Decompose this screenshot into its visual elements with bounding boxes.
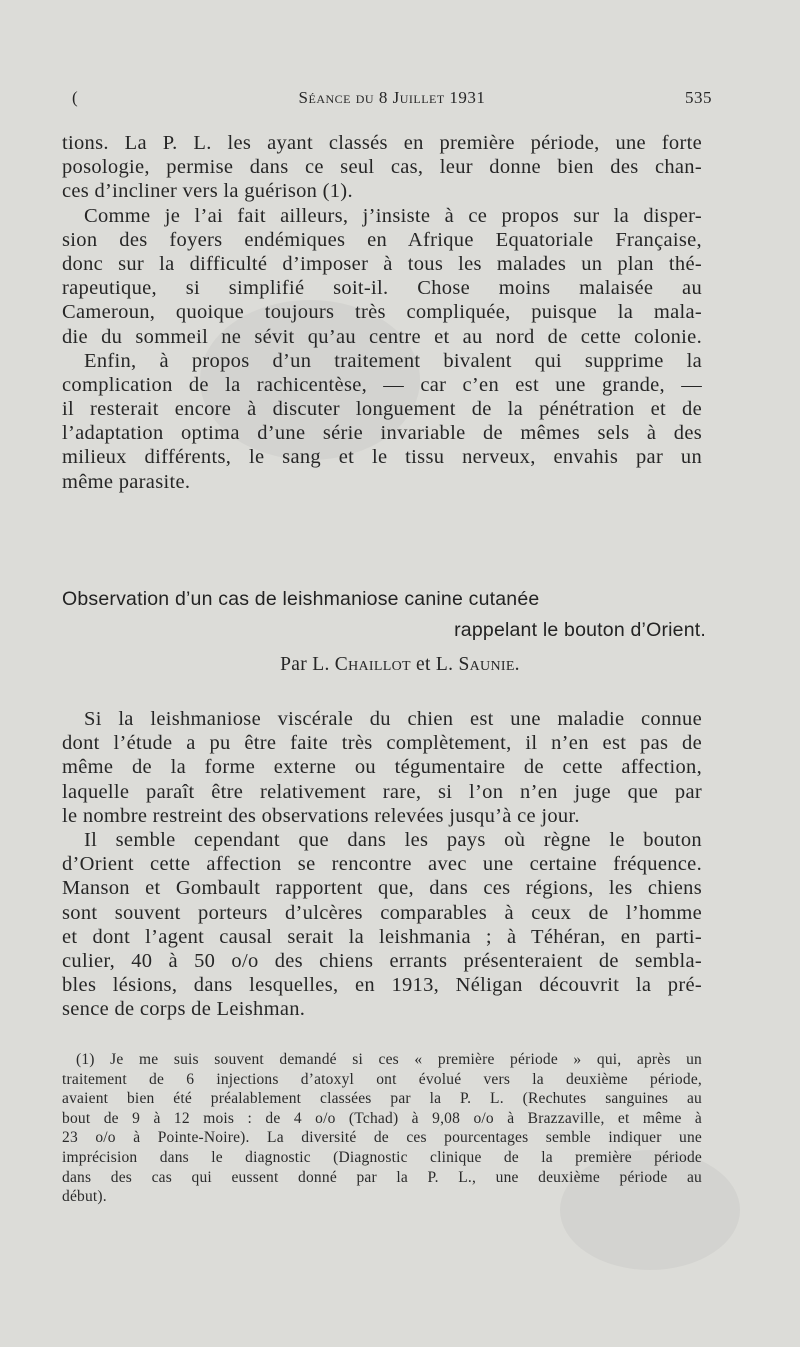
heading-line-2: rappelant le bouton d’Orient. bbox=[454, 619, 706, 641]
paragraph-block-bottom bbox=[62, 707, 702, 1021]
byline bbox=[0, 654, 800, 676]
margin-mark: ( bbox=[72, 88, 79, 107]
footnote-line: avaient bien été préalablement classées par la P. L. (Rechutes sanguines au bbox=[62, 1090, 702, 1108]
footnote-line: bout de 9 à 12 mois : de 4 o/o (Tchad) à 9,08 o/o à Brazzaville, et même à bbox=[62, 1109, 702, 1127]
text-line: le nombre restreint des observations relevées jusqu’à ce jour. bbox=[62, 804, 580, 827]
footnote-line: début). bbox=[62, 1188, 107, 1206]
text-line: ces d’incliner vers la guérison (1). bbox=[62, 180, 353, 203]
author-2: L. Saunie. bbox=[435, 654, 520, 675]
byline-par: Par bbox=[280, 654, 308, 675]
author-1: L. Chaillot bbox=[312, 654, 411, 675]
text-line: et dont l’agent causal serait la leishmania ; à Téhéran, en parti- bbox=[62, 925, 702, 948]
text-line: Il semble cependant que dans les pays où règne le bouton bbox=[84, 828, 702, 851]
text-line: Manson et Gombault rapportent que, dans ces régions, les chiens bbox=[62, 877, 702, 900]
text-line: rapeutique, si simplifié soit-il. Chose moins malaisée au bbox=[62, 277, 702, 300]
text-line: Cameroun, quoique toujours très compliquée, puisque la mala- bbox=[62, 301, 702, 324]
text-line: sont souvent porteurs d’ulcères comparables à ceux de l’homme bbox=[62, 901, 702, 924]
running-head bbox=[72, 88, 712, 112]
text-line: Si la leishmaniose viscérale du chien est une maladie connue bbox=[84, 708, 702, 730]
text-line: il resterait encore à discuter longuement de la pénétration et de bbox=[62, 398, 702, 421]
text-line: donc sur la difficulté d’imposer à tous les malades un plan thé- bbox=[62, 252, 702, 275]
page-number: 535 bbox=[685, 88, 712, 107]
article-heading bbox=[62, 584, 706, 646]
text-line: d’Orient cette affection se rencontre avec une certaine fréquence. bbox=[62, 853, 702, 876]
footnote bbox=[62, 1050, 702, 1207]
footnote-line: (1) Je me suis souvent demandé si ces « première période » qui, après un bbox=[76, 1051, 702, 1068]
text-line: bles lésions, dans lesquelles, en 1913, Néligan découvrit la pré- bbox=[62, 974, 702, 997]
running-head-title: Séance du 8 Juillet 1931 bbox=[298, 88, 486, 107]
text-line: culier, 40 à 50 o/o des chiens errants présenteraient de sembla- bbox=[62, 949, 702, 972]
byline-et: et bbox=[416, 654, 431, 675]
text-line: milieux différents, le sang et le tissu nerveux, envahis par un bbox=[62, 446, 702, 469]
text-line: Enfin, à propos d’un traitement bivalent qui supprime la bbox=[84, 349, 702, 372]
text-line: sence de corps de Leishman. bbox=[62, 998, 306, 1021]
text-line: sion des foyers endémiques en Afrique Equatoriale Française, bbox=[62, 228, 702, 251]
text-line: die du sommeil ne sévit qu’au centre et au nord de cette colonie. bbox=[62, 325, 702, 348]
text-line: l’adaptation optima d’une série invariable de mêmes sels à des bbox=[62, 422, 702, 445]
paragraph-block-top bbox=[62, 131, 702, 494]
footnote-line: dans des cas qui eussent donné par la P. L., une deuxième période au bbox=[62, 1168, 702, 1186]
text-line: laquelle paraît être relativement rare, si l’on n’en juge que par bbox=[62, 780, 702, 803]
footnote-line: imprécision dans le diagnostic (Diagnostic clinique de la première période bbox=[62, 1148, 702, 1166]
text-line: même parasite. bbox=[62, 470, 191, 493]
text-line: même de la forme externe ou tégumentaire de cette affection, bbox=[62, 756, 702, 779]
heading-line-1: Observation d’un cas de leishmaniose canine cutanée bbox=[62, 588, 540, 610]
footnote-line: 23 o/o à Pointe-Noire). La diversité de ces pourcentages semble indiquer une bbox=[62, 1129, 702, 1147]
footnote-line: traitement de 6 injections d’atoxyl ont évolué vers la deuxième période, bbox=[62, 1070, 702, 1088]
text-line: dont l’étude a pu être faite très complètement, il n’en est pas de bbox=[62, 732, 702, 755]
text-line: posologie, permise dans ce seul cas, leur donne bien des chan- bbox=[62, 156, 702, 179]
text-line: Comme je l’ai fait ailleurs, j’insiste à ce propos sur la disper- bbox=[84, 204, 702, 227]
text-line: tions. La P. L. les ayant classés en première période, une forte bbox=[62, 132, 702, 154]
text-line: complication de la rachicentèse, — car c’en est une grande, — bbox=[62, 373, 702, 396]
